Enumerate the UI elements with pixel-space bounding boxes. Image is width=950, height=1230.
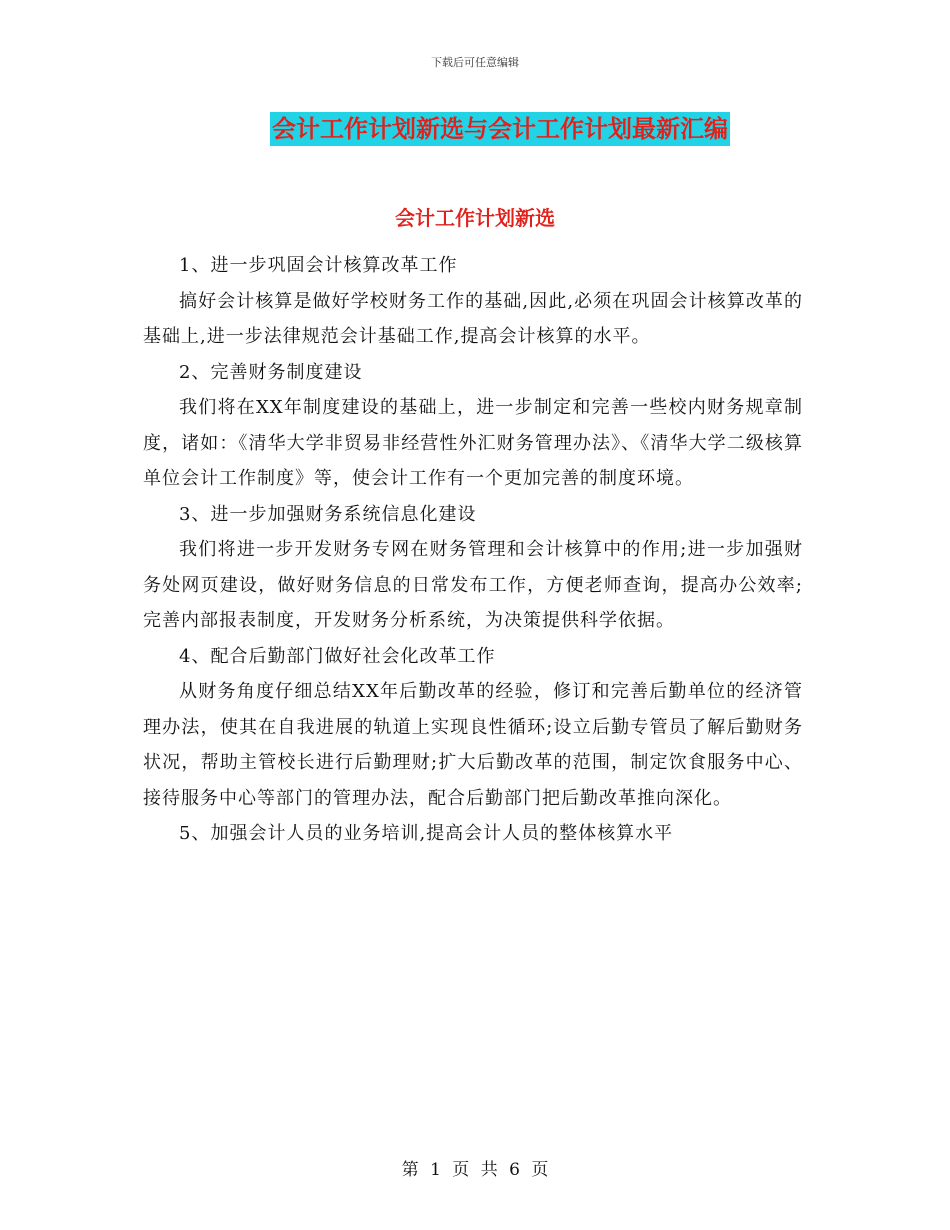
item-paragraph-4: 从财务角度仔细总结XX年后勤改革的经验，修订和完善后勤单位的经济管理办法，使其在自我进展的轨道上实现良性循环;设立后勤专管员了解后勤财务状况，帮助主管校长进行后勤理财;扩大后勤改革的范围，制定饮食服务中心、接待服务中心等部门的管理办法，配合后勤部门把后勤改革推向深化。 xyxy=(143,681,803,809)
item-paragraph-3: 我们将进一步开发财务专网在财务管理和会计核算中的作用;进一步加强财务处网页建设，做好财务信息的日常发布工作，方便老师查询，提高办公效率;完善内部报表制度，开发财务分析系统，为决策提供科学依据。 xyxy=(143,539,803,631)
document-title: 会计工作计划新选与会计工作计划最新汇编 xyxy=(270,112,730,146)
item-heading-2: 2、完善财务制度建设 xyxy=(179,361,363,383)
item-paragraph-1: 搞好会计核算是做好学校财务工作的基础,因此,必须在巩固会计核算改革的基础上,进一步法律规范会计基础工作,提高会计核算的水平。 xyxy=(143,290,803,347)
item-heading-3: 3、进一步加强财务系统信息化建设 xyxy=(179,503,477,525)
item-heading-1: 1、进一步巩固会计核算改革工作 xyxy=(179,255,458,276)
section-title: 会计工作计划新选 xyxy=(395,206,555,230)
document-body xyxy=(143,248,803,852)
main-title-container xyxy=(0,112,950,146)
item-heading-5: 5、加强会计人员的业务培训,提高会计人员的整体核算水平 xyxy=(179,823,674,844)
item-heading-4: 4、配合后勤部门做好社会化改革工作 xyxy=(179,645,496,667)
page-footer: 第 1 页 共 6 页 xyxy=(401,1160,549,1180)
item-paragraph-2: 我们将在XX年制度建设的基础上，进一步制定和完善一些校内财务规章制度，诸如：《清华大学非贸易非经营性外汇财务管理办法》、《清华大学二级核算单位会计工作制度》等，使会计工作有一个更加完善的制度环境。 xyxy=(143,397,803,489)
header-note: 下载后可任意编辑 xyxy=(431,56,519,69)
